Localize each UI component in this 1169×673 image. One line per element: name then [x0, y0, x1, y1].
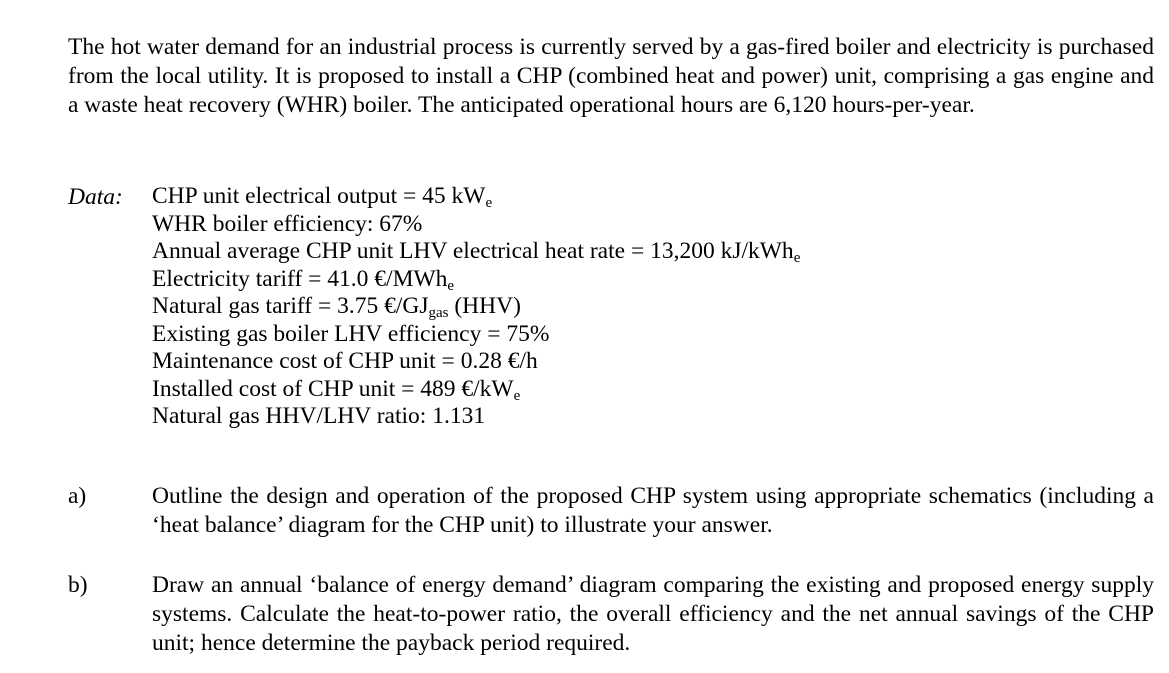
- question-a-text: Outline the design and operation of the proposed CHP system using appropriate schematics (including a ‘heat balance’ diagram for the CHP unit) to illustrate your answer.: [152, 483, 1154, 538]
- data-item-gas-tariff: Natural gas tariff = 3.75 $€/GJ_{gas}$ (HHV): [152, 293, 521, 321]
- intro-paragraph: The hot water demand for an industrial process is currently served by a gas-fired boiler and electricity is purchased from the local utility. It is proposed to install a CHP (combined heat and power) unit, comprising a gas engine and a waste heat recovery (WHR) boiler. The anticipated operational hours are 6,120 hours-per-year.: [68, 34, 1154, 118]
- data-item-boiler-efficiency: Existing gas boiler LHV efficiency = 75%: [152, 320, 550, 347]
- data-list: [152, 183, 800, 431]
- data-item-heat-rate: Annual average CHP unit LHV electrical heat rate = 13,200 kJ/kWh$_e$: [152, 238, 801, 266]
- question-a-label: a): [68, 483, 87, 509]
- data-item-installed-cost: Installed cost of CHP unit = 489 $€/kW_e$: [152, 375, 521, 404]
- data-item-electricity-tariff: Electricity tariff = 41.0 €/MWh$_e$: [152, 265, 455, 294]
- question-b-text: Draw an annual ‘balance of energy demand’ diagram comparing the existing and proposed energy supply systems. Calculate the heat-to-power ratio, the overall efficiency and the net annual savings of the CHP unit; hence determine the payback period required.: [152, 572, 1154, 656]
- data-item-whr-efficiency: WHR boiler efficiency: 67%: [152, 210, 423, 237]
- data-item-electrical-output: CHP unit electrical output = 45 $kW_e$: [152, 183, 493, 211]
- data-item-maintenance-cost: Maintenance cost of CHP unit = 0.28 €/h: [152, 348, 538, 374]
- data-label: Data:: [68, 184, 123, 210]
- data-item-hhv-lhv-ratio: Natural gas HHV/LHV ratio: 1.131: [152, 403, 486, 429]
- question-b-label: b): [68, 572, 88, 598]
